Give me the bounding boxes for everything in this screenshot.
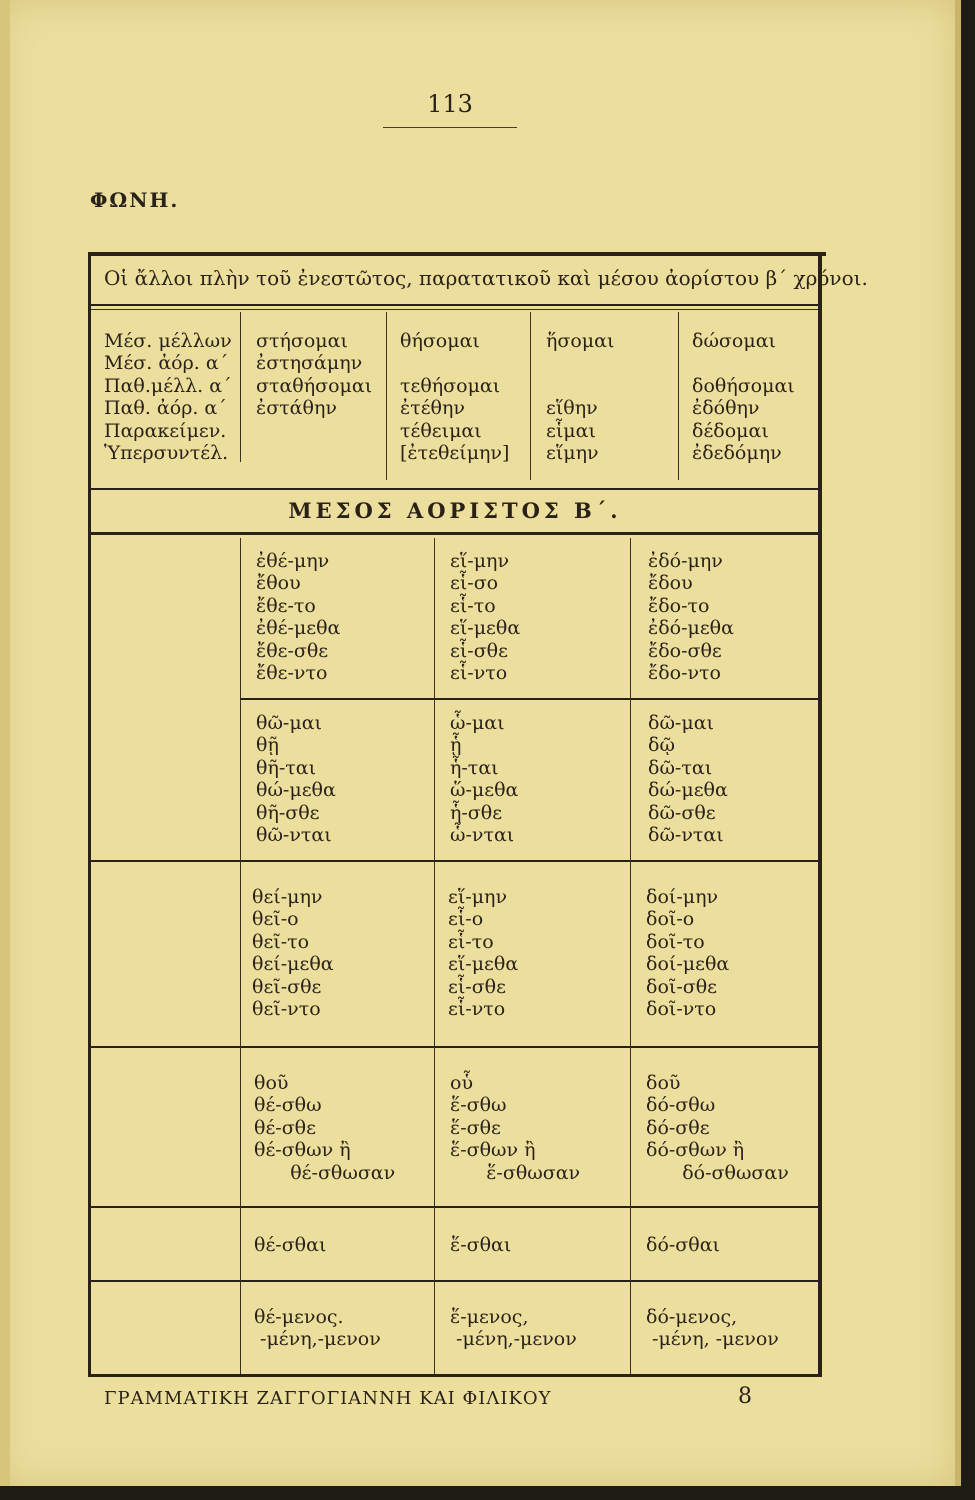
participle-didomi: δό-μενος, -μένη, -μενον [646, 1306, 779, 1351]
other-tenses-note: Οἱ ἄλλοι πλὴν τοῦ ἐνεστῶτος, παρατατικοῦ καὶ μέσου ἀορίστου β΄ χρόνοι. [104, 266, 868, 290]
subjunctive-didomi: δῶ-μαι δῷ δῶ-ται δώ-μεθα δῶ-σθε δῶ-νται [648, 712, 728, 847]
row-divider [91, 1280, 818, 1282]
imperative-tithemi: θοῦ θέ-σθω θέ-σθε θέ-σθων ἢ θέ-σθωσαν [254, 1072, 396, 1184]
tense-label: Μέσ. μέλλων [104, 330, 232, 352]
tense-column-divider [530, 312, 531, 480]
tense-column-tithemi: θήσομαι τεθήσομαι ἐτέθην τέθειμαι [ἐτεθείμην] [400, 330, 510, 465]
table-right-border [818, 256, 822, 1374]
tense-column-didomi: δώσομαι δοθήσομαι ἐδόθην δέδομαι ἐδεδόμην [692, 330, 795, 465]
infinitive-hiemi: ἕ-σθαι [450, 1234, 512, 1256]
tense-label: Παθ. ἀόρ. α΄ [104, 397, 227, 420]
tense-label: Μέσ. ἀόρ. α΄ [104, 352, 229, 375]
subjunctive-hiemi: ὧ-μαι ᾗ ἧ-ται ὥ-μεθα ἧ-σθε ὧ-νται [450, 712, 519, 847]
imperative-didomi: δοῦ δό-σθω δό-σθε δό-σθων ἢ δό-σθωσαν [646, 1072, 789, 1184]
tense-column-histemi: στήσομαι ἐστησάμην σταθήσομαι ἐστάθην [256, 330, 373, 420]
infinitive-didomi: δό-σθαι [646, 1234, 720, 1256]
row-divider [91, 1046, 818, 1048]
participle-hiemi: ἕ-μενος, -μένη,-μενον [450, 1306, 577, 1351]
tense-label-list [104, 330, 232, 464]
row-divider [91, 860, 818, 862]
row-divider [91, 1206, 818, 1208]
row-divider [240, 698, 818, 700]
page-number-rule [383, 127, 517, 128]
section-title: ΜΕΣΟΣ ΑΟΡΙΣΤΟΣ Β΄. [288, 498, 622, 523]
sheet-number: 8 [738, 1384, 752, 1409]
note-rule-thin [91, 309, 818, 310]
table-top-border [88, 252, 826, 256]
participle-tithemi: θέ-μενος. -μένη,-μενον [254, 1306, 381, 1351]
column-divider [630, 538, 631, 1374]
section-rule-top [91, 488, 818, 490]
optative-didomi: δοί-μην δοῖ-ο δοῖ-το δοί-μεθα δοῖ-σθε δοῖ-ντο [646, 886, 730, 1021]
indicative-didomi: ἐδό-μην ἔδου ἔδο-το ἐδό-μεθα ἔδο-σθε ἔδο-ντο [648, 550, 734, 685]
note-rule [91, 304, 818, 306]
indicative-hiemi: εἵ-μην εἷ-σο εἷ-το εἵ-μεθα εἷ-σθε εἷ-ντο [450, 550, 521, 685]
indicative-tithemi: ἐθέ-μην ἔθου ἔθε-το ἐθέ-μεθα ἔθε-σθε ἔθε-ντο [256, 550, 341, 685]
tense-column-divider [678, 312, 679, 480]
column-divider [434, 538, 435, 1374]
page-binding-edge [0, 0, 10, 1486]
tense-label: Παρακείμεν. [104, 419, 227, 442]
tense-column-hiemi: ἥσομαι εἵθην εἷμαι εἵμην [546, 330, 615, 465]
infinitive-tithemi: θέ-σθαι [254, 1234, 327, 1256]
voice-heading: ΦΩΝΗ. [90, 188, 180, 212]
page-number: 113 [427, 90, 473, 118]
imperative-hiemi: οὗ ἕ-σθω ἕ-σθε ἕ-σθων ἢ ἕ-σθωσαν [450, 1072, 581, 1184]
table-bottom-border [88, 1374, 822, 1377]
tense-column-divider [240, 312, 241, 462]
optative-tithemi: θεί-μην θεῖ-ο θεῖ-το θεί-μεθα θεῖ-σθε θεῖ-ντο [252, 886, 334, 1021]
book-footer: ΓΡΑΜΜΑΤΙΚΗ ΖΑΓΓΟΓΙΑΝΝΗ ΚΑΙ ΦΙΛΙΚΟΥ [104, 1388, 552, 1409]
column-divider [240, 538, 241, 1374]
section-rule-bottom [91, 532, 818, 535]
subjunctive-tithemi: θῶ-μαι θῇ θῆ-ται θώ-μεθα θῆ-σθε θῶ-νται [256, 712, 336, 847]
optative-hiemi: εἵ-μην εἷ-ο εἷ-το εἵ-μεθα εἷ-σθε εἷ-ντο [448, 886, 519, 1021]
tense-label: Παθ.μέλλ. α΄ [104, 374, 232, 397]
tense-column-divider [386, 312, 387, 480]
tense-label: Ὑπερσυντέλ. [104, 442, 229, 465]
